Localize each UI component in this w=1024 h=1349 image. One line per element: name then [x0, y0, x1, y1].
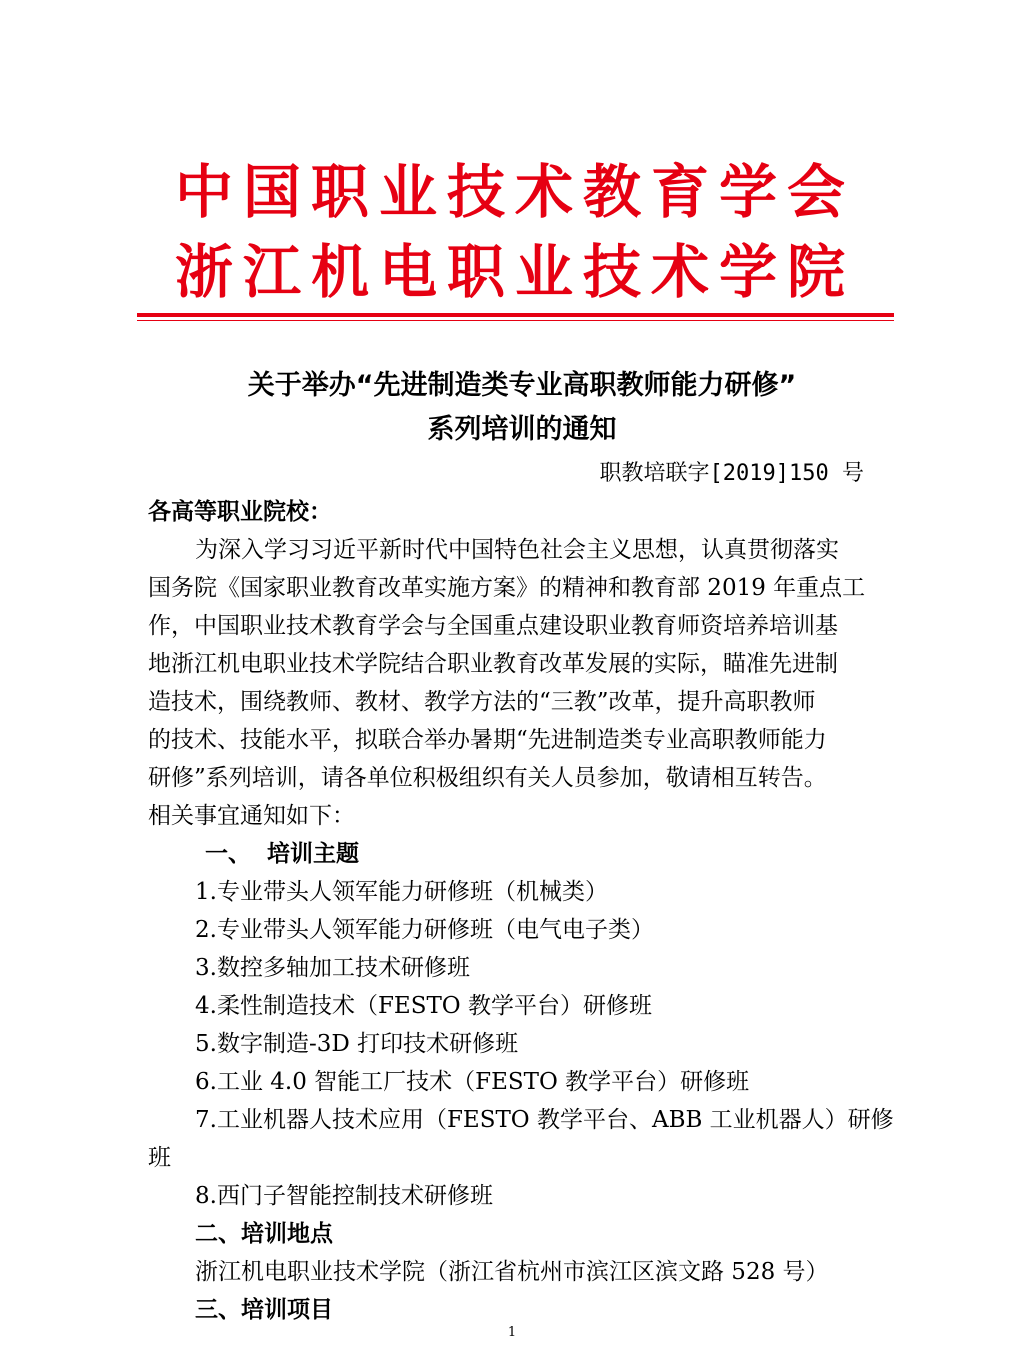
letterhead-rule-thick	[137, 313, 894, 317]
section-heading-projects: 三、培训项目	[195, 1297, 333, 1323]
section-heading-location: 二、培训地点	[195, 1221, 333, 1247]
intro-line: 为深入学习习近平新时代中国特色社会主义思想，认真贯彻落实	[195, 537, 839, 563]
document-number: 职教培联字[2019]150 号	[599, 461, 864, 486]
intro-line: 的技术、技能水平，拟联合举办暑期“先进制造类专业高职教师能力	[148, 727, 827, 753]
intro-line: 作，中国职业技术教育学会与全国重点建设职业教育师资培养培训基	[148, 613, 838, 639]
location-text: 浙江机电职业技术学院（浙江省杭州市滨江区滨文路 528 号）	[195, 1259, 829, 1285]
page-number: 1	[507, 1325, 517, 1340]
topic-item-continuation: 班	[148, 1145, 171, 1171]
topic-item: 4.柔性制造技术（FESTO 教学平台）研修班	[195, 993, 652, 1019]
intro-line: 相关事宜通知如下：	[148, 803, 355, 829]
topic-item: 8.西门子智能控制技术研修班	[195, 1183, 493, 1209]
salutation: 各高等职业院校：	[148, 499, 332, 525]
intro-line: 国务院《国家职业教育改革实施方案》的精神和教育部 2019 年重点工	[148, 575, 866, 601]
letterhead-org1: 中国职业技术教育学会	[174, 158, 855, 226]
topic-item: 5.数字制造-3D 打印技术研修班	[195, 1031, 519, 1057]
topic-item: 1.专业带头人领军能力研修班（机械类）	[195, 879, 608, 905]
notice-title-line2: 系列培训的通知	[427, 414, 617, 445]
notice-title-line1: 关于举办“先进制造类专业高职教师能力研修”	[247, 370, 797, 401]
topic-item: 6.工业 4.0 智能工厂技术（FESTO 教学平台）研修班	[195, 1069, 750, 1095]
topic-item: 7.工业机器人技术应用（FESTO 教学平台、ABB 工业机器人）研修	[195, 1107, 894, 1133]
intro-line: 地浙江机电职业技术学院结合职业教育改革发展的实际，瞄准先进制	[148, 651, 838, 677]
topic-item: 2.专业带头人领军能力研修班（电气电子类）	[195, 917, 654, 943]
intro-line: 造技术，围绕教师、教材、教学方法的“三教”改革，提升高职教师	[148, 689, 816, 715]
intro-line: 研修”系列培训，请各单位积极组织有关人员参加，敬请相互转告。	[148, 765, 827, 791]
letterhead-rule-thin	[137, 320, 894, 321]
letterhead-org2: 浙江机电职业技术学院	[174, 238, 855, 306]
section-heading-topics: 一、 培训主题	[205, 841, 360, 867]
topic-item: 3.数控多轴加工技术研修班	[195, 955, 470, 981]
